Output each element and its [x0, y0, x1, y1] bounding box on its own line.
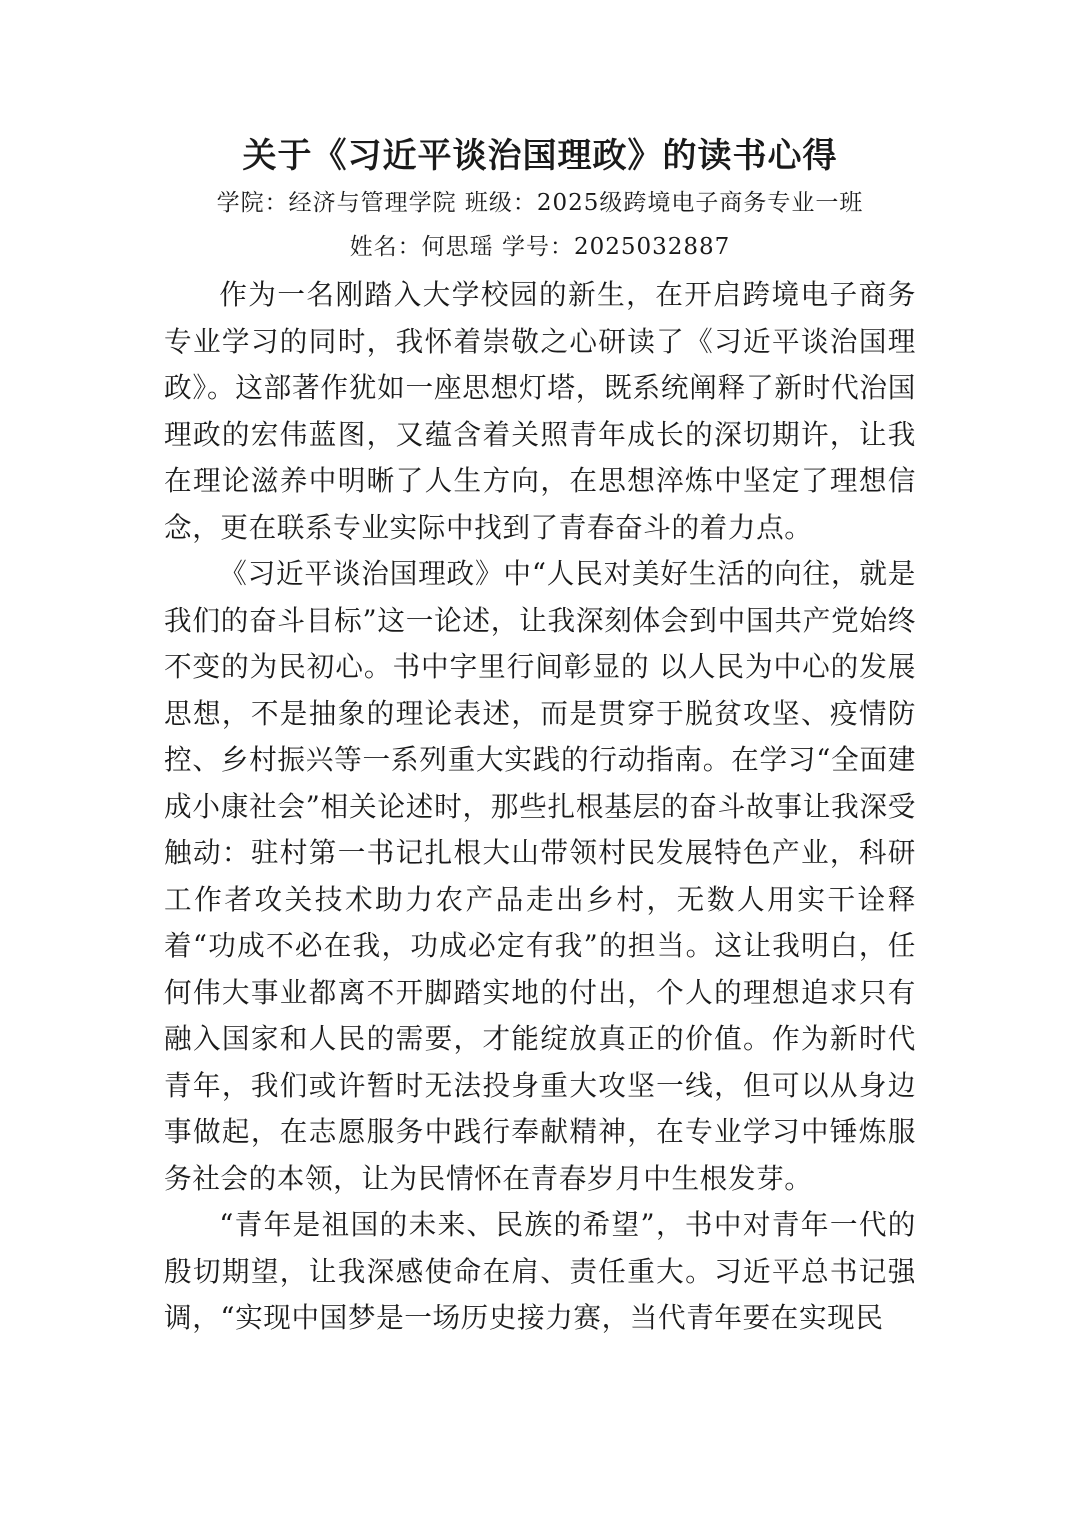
paragraph-1: 作为一名刚踏入大学校园的新生，在开启跨境电子商务专业学习的同时，我怀着崇敬之心研读了《习近平谈治国理政》。这部著作犹如一座思想灯塔，既系统阐释了新时代治国理政的宏伟蓝图，又蕴含着关照青年成长的深切期许，让我在理论滋养中明晰了人生方向，在思想淬炼中坚定了理想信念，更在联系专业实际中找到了青春奋斗的着力点。: [164, 278, 916, 544]
name-student-id-line: 姓名：何思瑶 学号：2025032887: [349, 234, 731, 260]
document-body: [164, 272, 916, 1342]
document-title: 关于《习近平谈治国理政》的读书心得: [242, 136, 838, 176]
paragraph-3: “青年是祖国的未来、民族的希望”，书中对青年一代的殷切期望，让我深感使命在肩、责任重大。习近平总书记强调，“实现中国梦是一场历史接力赛，当代青年要在实现民: [164, 1208, 916, 1334]
paragraph-2: 《习近平谈治国理政》中“人民对美好生活的向往，就是我们的奋斗目标”这一论述，让我深刻体会到中国共产党始终不变的为民初心。书中字里行间彰显的 以人民为中心的发展思想，不是抽象的理论表述，而是贯穿于脱贫攻坚、疫情防控、乡村振兴等一系列重大实践的行动指南。在学习“全面建成小康社会”相关论述时，那些扎根基层的奋斗故事让我深受触动：驻村第一书记扎根大山带领村民发展特色产业，科研工作者攻关技术助力农产品走出乡村，无数人用实干诠释着“功成不必在我，功成必定有我”的担当。这让我明白，任何伟大事业都离不开脚踏实地的付出，个人的理想追求只有融入国家和人民的需要，才能绽放真正的价值。作为新时代青年，我们或许暂时无法投身重大攻坚一线，但可以从身边事做起，在志愿服务中践行奉献精神，在专业学习中锤炼服务社会的本领，让为民情怀在青春岁月中生根发芽。: [164, 557, 916, 1195]
college-class-line: 学院：经济与管理学院 班级：2025级跨境电子商务专业一班: [216, 190, 864, 216]
